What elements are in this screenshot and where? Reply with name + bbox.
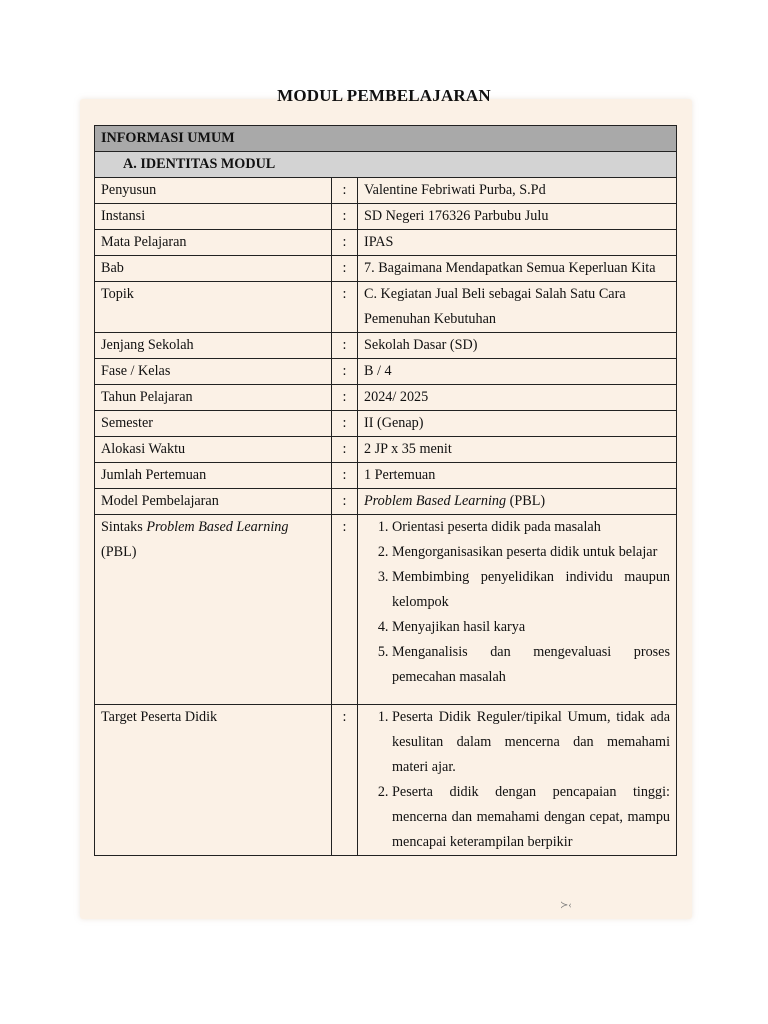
row-label: Tahun Pelajaran (95, 385, 332, 411)
row-label: Target Peserta Didik (95, 705, 332, 856)
row-label (95, 515, 332, 705)
target-list-clip (364, 705, 670, 855)
row-separator: : (332, 385, 358, 411)
row-label: Model Pembelajaran (95, 489, 332, 515)
info-row-model (95, 489, 677, 515)
row-value: B / 4 (358, 359, 677, 385)
sintaks-label-rest: (PBL) (101, 544, 137, 560)
row-label: Alokasi Waktu (95, 437, 332, 463)
info-row (95, 385, 677, 411)
info-row (95, 178, 677, 204)
row-value: 7. Bagaimana Mendapatkan Semua Keperluan Kita (358, 256, 677, 282)
sintaks-step: 1. Orientasi peserta didik pada masalah (392, 515, 670, 540)
row-label: Mata Pelajaran (95, 230, 332, 256)
row-value: 2 JP x 35 menit (358, 437, 677, 463)
info-row (95, 437, 677, 463)
info-row (95, 411, 677, 437)
row-value (358, 515, 677, 705)
target-learner-item: 1. Peserta Didik Reguler/tipikal Umum, tidak ada kesulitan dalam mencerna dan memahami materi ajar. (392, 705, 670, 780)
module-info-table (94, 125, 677, 856)
row-label: Fase / Kelas (95, 359, 332, 385)
subsection-header-row (95, 152, 677, 178)
target-learners-list (364, 705, 670, 855)
sintaks-label-plain: Sintaks (101, 519, 147, 535)
row-label: Jenjang Sekolah (95, 333, 332, 359)
row-value (358, 489, 677, 515)
row-label: Jumlah Pertemuan (95, 463, 332, 489)
row-separator: : (332, 333, 358, 359)
subsection-header: A. IDENTITAS MODUL (95, 152, 677, 178)
row-separator: : (332, 256, 358, 282)
row-separator: : (332, 204, 358, 230)
pen-mark: ≻‹ (560, 900, 572, 911)
section-header-row (95, 126, 677, 152)
row-separator: : (332, 705, 358, 856)
row-value: II (Genap) (358, 411, 677, 437)
sintaks-label-italic: Problem Based Learning (146, 519, 289, 535)
row-value: IPAS (358, 230, 677, 256)
model-name-italic: Problem Based Learning (364, 493, 507, 509)
sintaks-step: 2. Mengorganisasikan peserta didik untuk belajar (392, 540, 670, 565)
row-label: Semester (95, 411, 332, 437)
info-row (95, 204, 677, 230)
row-separator: : (332, 463, 358, 489)
row-value: SD Negeri 176326 Parbubu Julu (358, 204, 677, 230)
sintaks-step: 4. Menyajikan hasil karya (392, 615, 670, 640)
row-value: 1 Pertemuan (358, 463, 677, 489)
row-separator: : (332, 359, 358, 385)
row-label: Penyusun (95, 178, 332, 204)
info-row (95, 333, 677, 359)
target-learner-item: 2. Peserta didik dengan pencapaian tinggi: mencerna dan memahami dengan cepat, mampu mencapai keterampilan berpikir (392, 780, 670, 855)
row-label: Topik (95, 282, 332, 333)
row-separator: : (332, 411, 358, 437)
row-separator: : (332, 230, 358, 256)
section-header: INFORMASI UMUM (95, 126, 677, 152)
info-row (95, 256, 677, 282)
row-separator: : (332, 178, 358, 204)
info-row-target (95, 705, 677, 856)
document-title: MODUL PEMBELAJARAN (277, 86, 491, 105)
row-separator: : (332, 489, 358, 515)
info-row-sintaks (95, 515, 677, 705)
row-separator: : (332, 437, 358, 463)
row-value: Sekolah Dasar (SD) (358, 333, 677, 359)
info-row (95, 282, 677, 333)
row-value (358, 705, 677, 856)
row-separator: : (332, 282, 358, 333)
sintaks-step: 5. Menganalisis dan mengevaluasi proses pemecahan masalah (392, 640, 670, 690)
row-label: Instansi (95, 204, 332, 230)
row-label: Bab (95, 256, 332, 282)
sintaks-steps-list (364, 515, 670, 690)
info-row (95, 359, 677, 385)
info-row (95, 463, 677, 489)
row-value: C. Kegiatan Jual Beli sebagai Salah Satu Cara Pemenuhan Kebutuhan (358, 282, 677, 333)
model-abbrev: (PBL) (506, 493, 546, 509)
info-row (95, 230, 677, 256)
row-value: 2024/ 2025 (358, 385, 677, 411)
sintaks-step: 3. Membimbing penyelidikan individu maupun kelompok (392, 565, 670, 615)
row-separator: : (332, 515, 358, 705)
row-value: Valentine Febriwati Purba, S.Pd (358, 178, 677, 204)
